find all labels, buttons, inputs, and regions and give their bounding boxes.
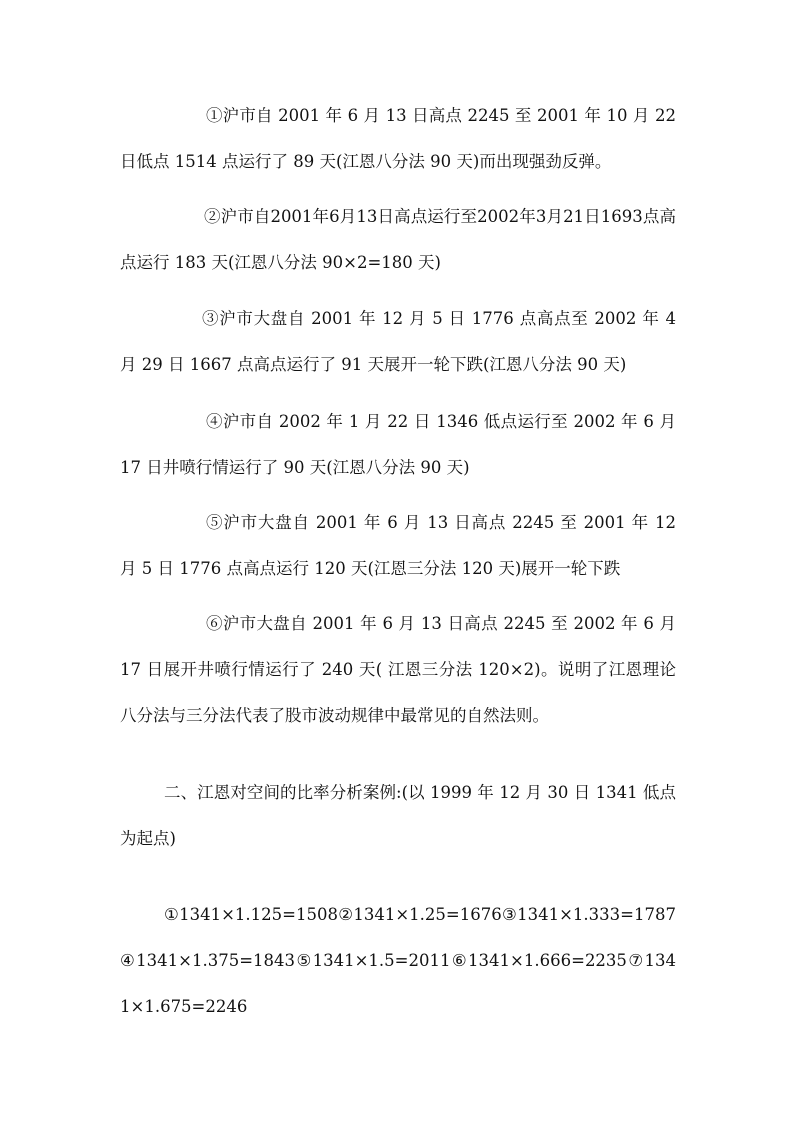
paragraph-case-5: ⑤沪市大盘自 2001 年 6 月 13 日高点 2245 至 2001 年 12 月 5 日 1776 点高点运行 120 天(江恩三分法 120 天)展开一轮下跌 [120, 513, 676, 578]
paragraph-case-1: ①沪市自 2001 年 6 月 13 日高点 2245 至 2001 年 10 月 22 日低点 1514 点运行了 89 天(江恩八分法 90 天)而出现强劲反弹。 [120, 106, 676, 171]
section-heading-ratio-analysis: 二、江恩对空间的比率分析案例:(以 1999 年 12 月 30 日 1341 低点为起点) [120, 783, 676, 848]
paragraph-case-2: ②沪市自2001年6月13日高点运行至2002年3月21日1693点高点运行 183 天(江恩八分法 90×2=180 天) [120, 207, 676, 272]
paragraph-case-6: ⑥沪市大盘自 2001 年 6 月 13 日高点 2245 至 2002 年 6 月 17 日展开井喷行情运行了 240 天( 江恩三分法 120×2)。说明了江恩理论八分法与三分法代表了股市波动规律中最常见的自然法则。 [120, 614, 676, 725]
paragraph-case-4: ④沪市自 2002 年 1 月 22 日 1346 低点运行至 2002 年 6 月 17 日井喷行情运行了 90 天(江恩八分法 90 天) [120, 412, 676, 477]
paragraph-case-3: ③沪市大盘自 2001 年 12 月 5 日 1776 点高点至 2002 年 4 月 29 日 1667 点高点运行了 91 天展开一轮下跌(江恩八分法 90 天) [120, 309, 676, 374]
paragraph-ratio-calculations: ①1341×1.125=1508②1341×1.25=1676③1341×1.333=1787④1341×1.375=1843⑤1341×1.5=2011⑥1341×1.666=2235⑦1341×1.675=2246 [120, 905, 676, 1016]
